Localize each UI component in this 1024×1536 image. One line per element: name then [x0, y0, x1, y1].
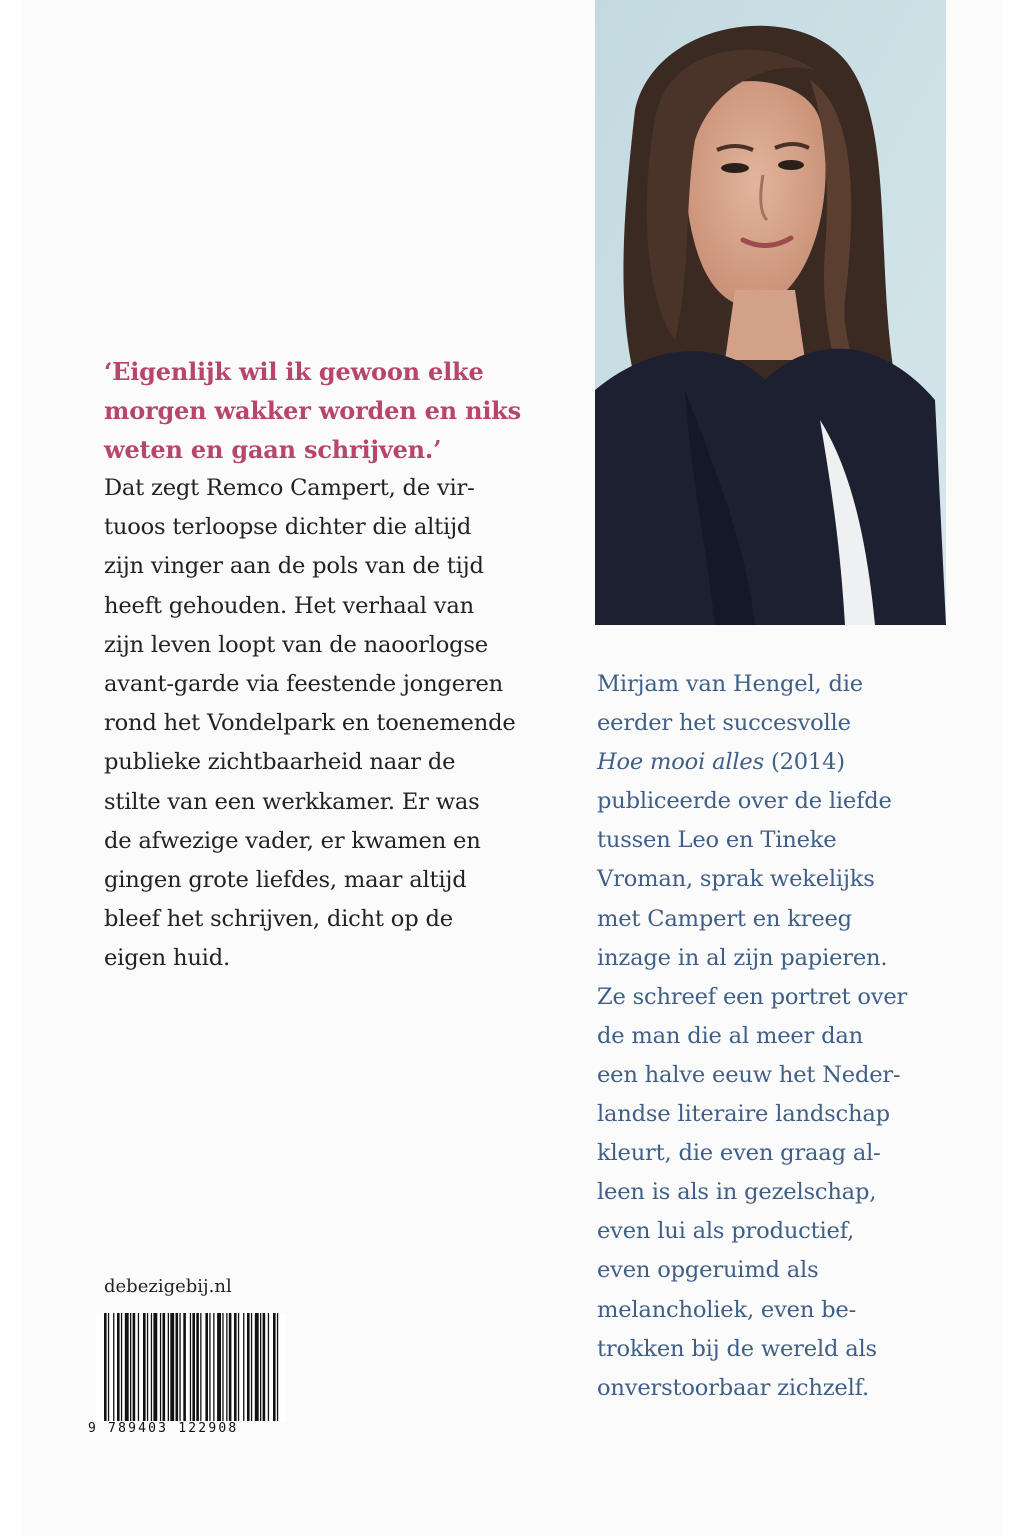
author-bio-line: tussen Leo en Tineke [597, 827, 837, 854]
author-bio-line: kleurt, die even graag al- [597, 1140, 881, 1167]
barcode-bar [234, 1313, 237, 1421]
barcode-bar [200, 1313, 201, 1421]
author-bio-line: met Campert en kreeg [597, 905, 852, 932]
barcode-bar [113, 1313, 114, 1421]
author-bio-line: landse literaire landschap [597, 1101, 890, 1128]
barcode-bar [104, 1313, 107, 1421]
barcode-bar [179, 1313, 180, 1421]
author-photo [595, 0, 946, 625]
barcode-bar [183, 1313, 186, 1421]
author-bio-line: Vroman, sprak wekelijks [597, 866, 875, 893]
barcode-bar [268, 1313, 269, 1421]
barcode-bar [121, 1313, 122, 1421]
barcode-bar [130, 1313, 131, 1421]
barcode-bar [243, 1313, 244, 1421]
publisher-website: debezigebij.nl [104, 1276, 232, 1297]
barcode-bar [226, 1313, 227, 1421]
author-bio-line: Ze schreef een portret over [597, 983, 908, 1010]
author-bio-line: eerder het succesvolle [597, 710, 851, 737]
barcode-bar [192, 1313, 195, 1421]
previous-book-year: (2014) [763, 749, 845, 776]
barcode-bar [238, 1313, 239, 1421]
barcode-bar [138, 1313, 139, 1421]
author-bio-line: de man die al meer dan [597, 1022, 863, 1049]
barcode-bar [133, 1313, 136, 1421]
author-bio-line: onverstoorbaar zichzelf. [597, 1374, 869, 1401]
pull-quote: ‘Eigenlijk wil ik gewoon elke morgen wakker worden en niks weten en gaan schrijven.’ [104, 357, 521, 464]
barcode-bar [163, 1313, 166, 1421]
barcode-bar [143, 1313, 146, 1421]
barcode-bar [213, 1313, 214, 1421]
author-bio-line: even lui als productief, [597, 1218, 855, 1245]
author-bio-line: melancholiek, even be- [597, 1296, 857, 1323]
barcode-bar [205, 1313, 208, 1421]
barcode-bar [263, 1313, 266, 1421]
barcode-bar [251, 1313, 252, 1421]
barcode-bar [151, 1313, 152, 1421]
page-edge-right [1002, 0, 1024, 1536]
isbn-number: 9 789403 122908 [88, 1421, 239, 1436]
barcode-bar [277, 1313, 278, 1421]
barcode-bar [168, 1313, 169, 1421]
barcode-bar [170, 1313, 174, 1421]
author-bio-line: publiceerde over de liefde [597, 788, 892, 815]
barcode-bar [247, 1313, 250, 1421]
author-bio-line: Mirjam van Hengel, die [597, 671, 863, 697]
barcode-bar [176, 1313, 179, 1421]
barcode-bar [209, 1313, 210, 1421]
barcode-bar [160, 1313, 161, 1421]
barcode-bar [147, 1313, 148, 1421]
page-edge-left [0, 0, 22, 1536]
barcode-bar [117, 1313, 120, 1421]
author-bio-line: even opgeruimd als [597, 1257, 819, 1284]
barcode-bar [190, 1313, 191, 1421]
barcode-bar [153, 1313, 157, 1421]
barcode-bar [108, 1313, 109, 1421]
author-bio-line: trokken bij de wereld als [597, 1335, 877, 1362]
previous-book-title: Hoe mooi alles [597, 749, 764, 776]
barcode-bar [196, 1313, 199, 1421]
author-bio [597, 665, 937, 1408]
barcode-bar [260, 1313, 261, 1421]
author-bio-line: leen is als in gezelschap, [597, 1179, 877, 1206]
barcode-bar [255, 1313, 259, 1421]
barcode-bar [217, 1313, 221, 1421]
author-bio-line [597, 743, 937, 782]
barcode-bar [125, 1313, 129, 1421]
barcode-bar [222, 1313, 223, 1421]
barcode-bar [273, 1313, 276, 1421]
book-description: Dat zegt Remco Campert, de vir- tuoos terloopse dichter die altijd zijn vinger aan de pols van de tijd heeft gehouden. Het verhaal van zijn leven loopt van de naoorlogse avant-garde via feestende jongeren rond het Vondelpark en toenemende publieke zichtbaarheid naar de stilte van een werkkamer. Er was de afwezige vader, er kwamen en gingen grote liefdes, maar altijd bleef het schrijven, dicht op de eigen huid. [104, 475, 516, 972]
barcode-bar [229, 1313, 232, 1421]
author-bio-line: een halve eeuw het Neder- [597, 1061, 901, 1088]
author-bio-line: inzage in al zijn papieren. [597, 944, 888, 971]
